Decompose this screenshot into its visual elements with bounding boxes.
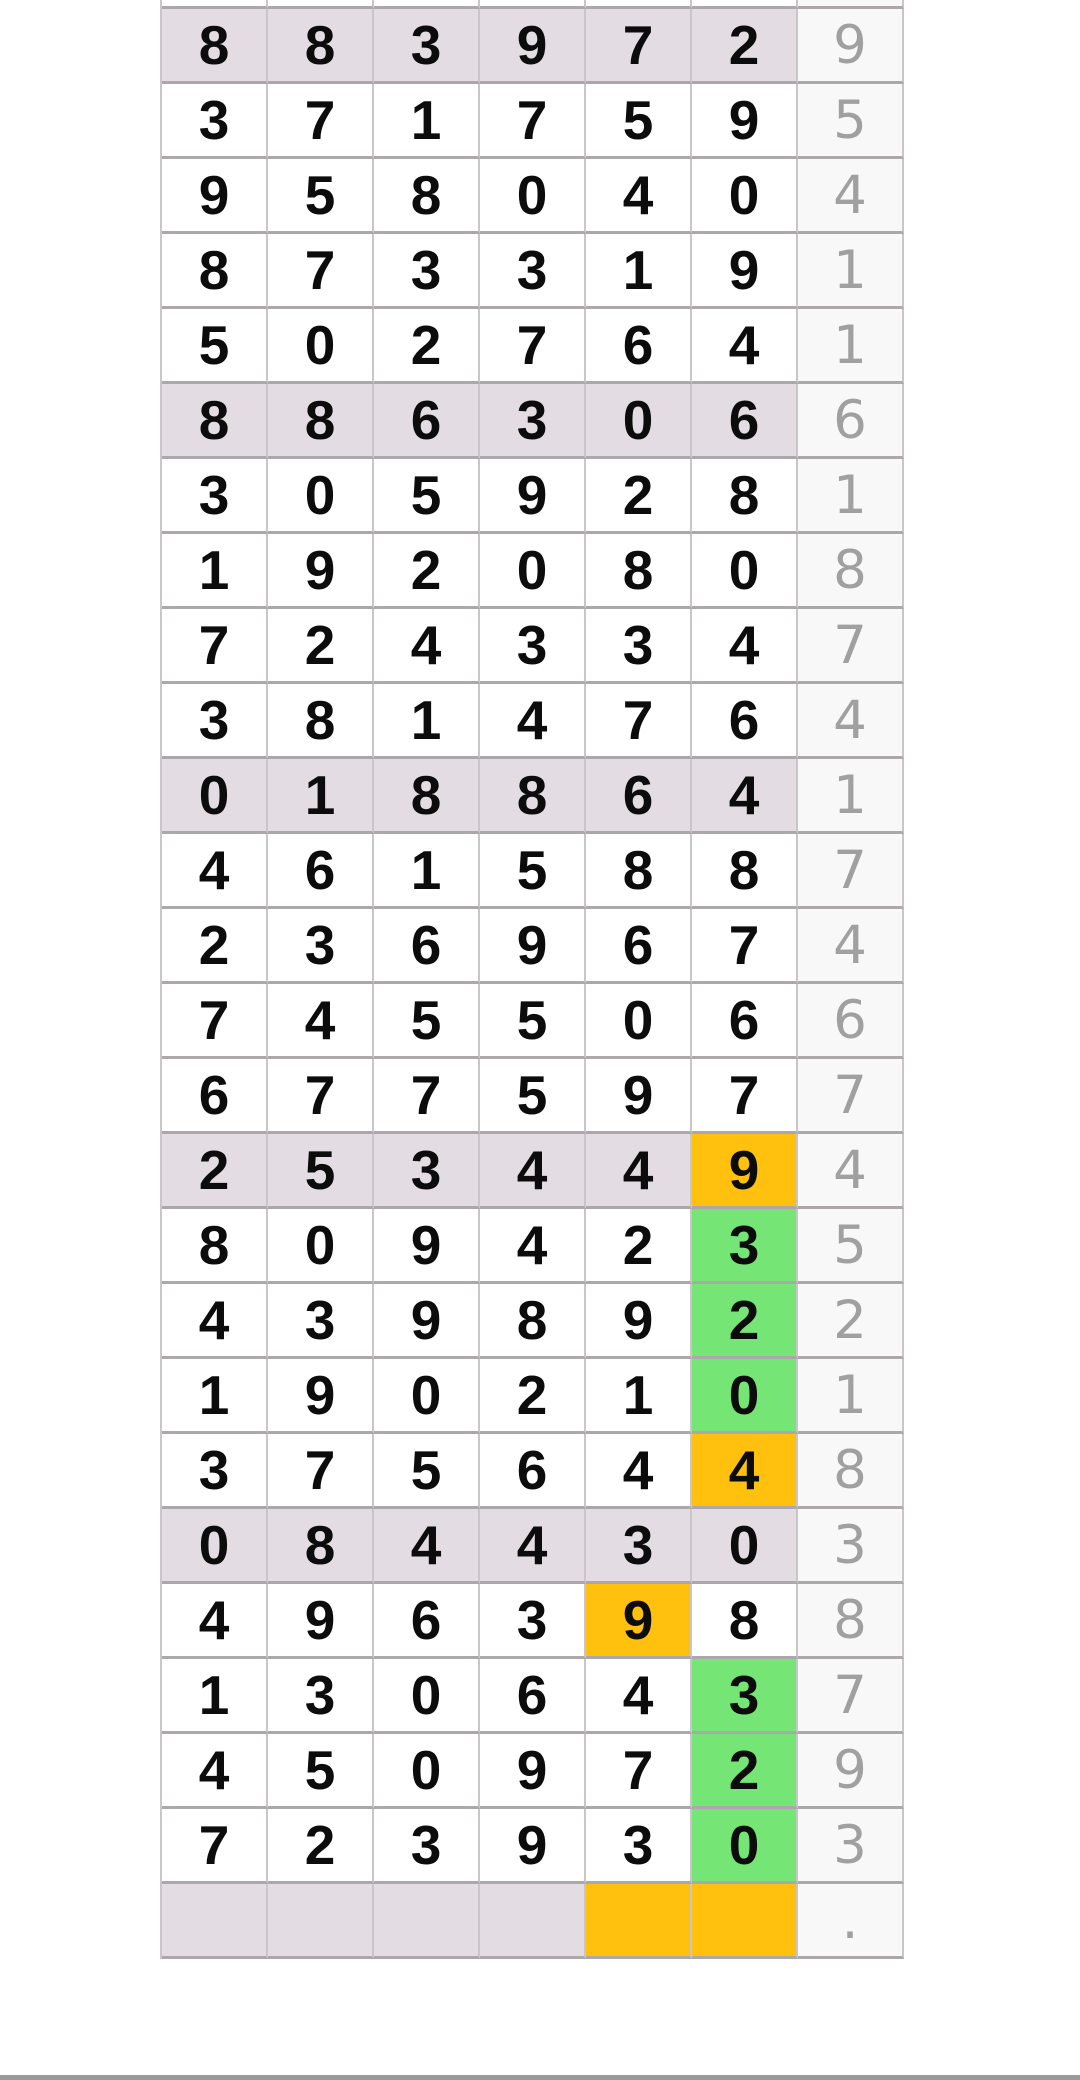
- digit-cell: 0: [162, 759, 268, 834]
- digit-cell: 4: [586, 159, 692, 234]
- digit-cell: 4: [480, 684, 586, 759]
- digit-cell: 2: [586, 1209, 692, 1284]
- digit-cell: 3: [374, 9, 480, 84]
- digit-cell: 8: [268, 684, 374, 759]
- digit-cell: 8: [586, 834, 692, 909]
- digit-cell: 1: [162, 1359, 268, 1434]
- digit-cell: 6: [374, 909, 480, 984]
- grid-row: [162, 84, 904, 159]
- grid-row: [162, 1134, 904, 1209]
- answer-cell: 1: [798, 1359, 904, 1434]
- digit-cell: 2: [374, 309, 480, 384]
- answer-cell: 8: [798, 1584, 904, 1659]
- digit-cell: 7: [692, 1059, 798, 1134]
- digit-cell: 9: [692, 1134, 798, 1209]
- digit-cell: [162, 0, 268, 9]
- digit-cell: 2: [162, 909, 268, 984]
- digit-cell: 9: [586, 1284, 692, 1359]
- digit-cell: 2: [268, 1809, 374, 1884]
- grid-row: [162, 1584, 904, 1659]
- digit-cell: 0: [586, 984, 692, 1059]
- digit-cell: 9: [480, 1734, 586, 1809]
- digit-cell: 4: [692, 1434, 798, 1509]
- digit-cell: 7: [162, 1809, 268, 1884]
- digit-cell: 9: [268, 1584, 374, 1659]
- digit-cell: 9: [692, 84, 798, 159]
- digit-cell: 9: [374, 1284, 480, 1359]
- grid-row: [162, 909, 904, 984]
- digit-cell: 8: [480, 1284, 586, 1359]
- digit-cell: 9: [692, 234, 798, 309]
- digit-cell: 2: [692, 1734, 798, 1809]
- digit-cell: [480, 0, 586, 9]
- digit-cell: 5: [480, 1059, 586, 1134]
- answer-cell: 3: [798, 1809, 904, 1884]
- grid-row: [162, 1659, 904, 1734]
- digit-cell: 5: [586, 84, 692, 159]
- digit-cell: 0: [692, 159, 798, 234]
- digit-cell: 1: [374, 834, 480, 909]
- bottom-separator: [0, 2075, 1080, 2080]
- grid-row: [162, 459, 904, 534]
- grid-row: [162, 759, 904, 834]
- digit-cell: 8: [480, 759, 586, 834]
- digit-cell: 0: [374, 1734, 480, 1809]
- digit-cell: 7: [586, 1734, 692, 1809]
- digit-cell: [692, 1884, 798, 1959]
- digit-cell: 1: [586, 234, 692, 309]
- digit-cell: 8: [268, 384, 374, 459]
- digit-cell: 1: [162, 1659, 268, 1734]
- digit-cell: 3: [480, 384, 586, 459]
- digit-cell: 7: [162, 984, 268, 1059]
- digit-cell: 3: [480, 1584, 586, 1659]
- digit-cell: 8: [162, 384, 268, 459]
- digit-cell: 2: [374, 534, 480, 609]
- digit-cell: 6: [374, 384, 480, 459]
- answer-cell: 8: [798, 534, 904, 609]
- digit-cell: 6: [586, 309, 692, 384]
- grid-row: [162, 1359, 904, 1434]
- digit-cell: [268, 0, 374, 9]
- digit-cell: 6: [268, 834, 374, 909]
- digit-cell: 8: [692, 1584, 798, 1659]
- answer-cell: 4: [798, 1134, 904, 1209]
- digit-cell: 8: [692, 834, 798, 909]
- grid-row: [162, 684, 904, 759]
- answer-cell: [798, 0, 904, 9]
- digit-cell: 8: [268, 1509, 374, 1584]
- digit-cell: 5: [268, 1134, 374, 1209]
- digit-cell: 1: [374, 684, 480, 759]
- digit-cell: 3: [692, 1209, 798, 1284]
- grid-row: [162, 384, 904, 459]
- digit-cell: 1: [374, 84, 480, 159]
- digit-cell: 8: [162, 1209, 268, 1284]
- digit-cell: [480, 1884, 586, 1959]
- digit-cell: 6: [692, 384, 798, 459]
- grid-row: [162, 1809, 904, 1884]
- digit-cell: 3: [374, 1134, 480, 1209]
- digit-cell: 4: [692, 609, 798, 684]
- digit-cell: 3: [268, 909, 374, 984]
- grid-row: [162, 1284, 904, 1359]
- digit-cell: 4: [162, 834, 268, 909]
- digit-cell: 9: [480, 459, 586, 534]
- answer-cell: 7: [798, 834, 904, 909]
- digit-cell: 3: [586, 1509, 692, 1584]
- digit-cell: 7: [480, 84, 586, 159]
- digit-cell: 8: [268, 9, 374, 84]
- digit-cell: 6: [480, 1659, 586, 1734]
- digit-cell: 4: [162, 1284, 268, 1359]
- grid-row: [162, 1884, 904, 1959]
- digit-cell: 9: [480, 9, 586, 84]
- digit-cell: 6: [692, 984, 798, 1059]
- digit-cell: 2: [692, 9, 798, 84]
- grid-row: [162, 1509, 904, 1584]
- digit-cell: 7: [268, 84, 374, 159]
- digit-cell: 7: [480, 309, 586, 384]
- digit-cell: 7: [586, 9, 692, 84]
- digit-cell: 0: [162, 1509, 268, 1584]
- answer-cell: 1: [798, 759, 904, 834]
- digit-cell: 0: [692, 1359, 798, 1434]
- digit-cell: 6: [374, 1584, 480, 1659]
- digit-cell: 0: [268, 309, 374, 384]
- answer-input-cell[interactable]: .: [798, 1884, 904, 1959]
- digit-cell: 4: [374, 1509, 480, 1584]
- digit-cell: 1: [162, 534, 268, 609]
- digit-cell: 0: [692, 534, 798, 609]
- digit-cell: 5: [374, 1434, 480, 1509]
- digit-cell: 4: [162, 1734, 268, 1809]
- digit-cell: 5: [374, 459, 480, 534]
- digit-cell: 0: [480, 159, 586, 234]
- digit-cell: 4: [162, 1584, 268, 1659]
- answer-cell: 9: [798, 9, 904, 84]
- digit-cell: 3: [268, 1284, 374, 1359]
- digit-cell: 6: [586, 909, 692, 984]
- digit-cell: 4: [480, 1209, 586, 1284]
- digit-cell: 8: [162, 9, 268, 84]
- digit-cell: [586, 1884, 692, 1959]
- digit-cell: 3: [374, 234, 480, 309]
- answer-cell: 1: [798, 309, 904, 384]
- digit-cell: 4: [586, 1434, 692, 1509]
- digit-cell: 7: [374, 1059, 480, 1134]
- grid-row: [162, 1734, 904, 1809]
- digit-cell: 8: [374, 759, 480, 834]
- digit-cell: 4: [374, 609, 480, 684]
- digit-cell: 2: [586, 459, 692, 534]
- digit-cell: 7: [162, 609, 268, 684]
- digit-cell: 0: [268, 459, 374, 534]
- digit-cell: 6: [586, 759, 692, 834]
- answer-cell: 4: [798, 909, 904, 984]
- answer-cell: 7: [798, 609, 904, 684]
- digit-cell: 3: [692, 1659, 798, 1734]
- digit-cell: 8: [374, 159, 480, 234]
- grid-row: [162, 9, 904, 84]
- answer-cell: 6: [798, 384, 904, 459]
- grid-row: [162, 1434, 904, 1509]
- digit-cell: 4: [480, 1134, 586, 1209]
- digit-cell: 4: [692, 309, 798, 384]
- digit-cell: 9: [268, 534, 374, 609]
- grid-row: [162, 1209, 904, 1284]
- digit-cell: [692, 0, 798, 9]
- partial-row-top: [162, 0, 904, 9]
- digit-cell: 4: [586, 1659, 692, 1734]
- answer-cell: 8: [798, 1434, 904, 1509]
- digit-cell: 6: [480, 1434, 586, 1509]
- answer-cell: 7: [798, 1659, 904, 1734]
- digit-cell: 2: [268, 609, 374, 684]
- digit-cell: 0: [480, 534, 586, 609]
- answer-cell: 1: [798, 234, 904, 309]
- digit-cell: 4: [268, 984, 374, 1059]
- digit-cell: 7: [268, 1059, 374, 1134]
- digit-cell: 5: [268, 159, 374, 234]
- digit-cell: 0: [374, 1359, 480, 1434]
- digit-cell: 0: [692, 1509, 798, 1584]
- grid-row: [162, 309, 904, 384]
- digit-cell: [586, 0, 692, 9]
- digit-cell: 5: [162, 309, 268, 384]
- digit-cell: 7: [268, 1434, 374, 1509]
- digit-cell: 4: [480, 1509, 586, 1584]
- digit-cell: 3: [586, 1809, 692, 1884]
- digit-cell: 0: [374, 1659, 480, 1734]
- digit-cell: 3: [162, 84, 268, 159]
- digit-cell: 5: [374, 984, 480, 1059]
- answer-cell: 7: [798, 1059, 904, 1134]
- digit-cell: 8: [692, 459, 798, 534]
- digit-cell: 3: [162, 459, 268, 534]
- grid-row: [162, 1059, 904, 1134]
- answer-cell: 4: [798, 159, 904, 234]
- digit-cell: 3: [268, 1659, 374, 1734]
- digit-cell: 3: [480, 609, 586, 684]
- digit-cell: 7: [692, 909, 798, 984]
- digit-cell: 1: [268, 759, 374, 834]
- answer-cell: 5: [798, 1209, 904, 1284]
- digit-cell: 5: [480, 984, 586, 1059]
- answer-cell: 5: [798, 84, 904, 159]
- digit-cell: 8: [586, 534, 692, 609]
- digit-cell: [268, 1884, 374, 1959]
- digit-cell: 2: [162, 1134, 268, 1209]
- grid-row: [162, 834, 904, 909]
- digit-cell: 9: [480, 1809, 586, 1884]
- digit-cell: 3: [374, 1809, 480, 1884]
- digit-cell: 4: [586, 1134, 692, 1209]
- digit-cell: 3: [480, 234, 586, 309]
- grid-row: [162, 234, 904, 309]
- digit-cell: [374, 0, 480, 9]
- digit-cell: 5: [480, 834, 586, 909]
- grid-row: [162, 609, 904, 684]
- digit-cell: 9: [268, 1359, 374, 1434]
- answer-cell: 3: [798, 1509, 904, 1584]
- grid-row: [162, 534, 904, 609]
- digit-cell: 9: [586, 1584, 692, 1659]
- digit-cell: 9: [586, 1059, 692, 1134]
- digit-cell: 8: [162, 234, 268, 309]
- digit-cell: 6: [692, 684, 798, 759]
- grid-row: [162, 159, 904, 234]
- digit-cell: 4: [692, 759, 798, 834]
- answer-cell: 6: [798, 984, 904, 1059]
- digit-cell: 9: [480, 909, 586, 984]
- digit-cell: 5: [268, 1734, 374, 1809]
- digit-cell: 9: [162, 159, 268, 234]
- digit-cell: [162, 1884, 268, 1959]
- digit-cell: 3: [586, 609, 692, 684]
- answer-cell: 4: [798, 684, 904, 759]
- answer-cell: 1: [798, 459, 904, 534]
- digit-cell: 2: [480, 1359, 586, 1434]
- digit-cell: 0: [586, 384, 692, 459]
- digit-cell: 6: [162, 1059, 268, 1134]
- digit-cell: 0: [268, 1209, 374, 1284]
- grid-row: [162, 984, 904, 1059]
- number-grid: [160, 0, 904, 1959]
- digit-cell: 1: [586, 1359, 692, 1434]
- answer-cell: 2: [798, 1284, 904, 1359]
- digit-cell: 3: [162, 684, 268, 759]
- answer-cell: 9: [798, 1734, 904, 1809]
- digit-cell: 3: [162, 1434, 268, 1509]
- digit-cell: 7: [586, 684, 692, 759]
- digit-cell: 2: [692, 1284, 798, 1359]
- digit-cell: 0: [692, 1809, 798, 1884]
- digit-cell: 7: [268, 234, 374, 309]
- digit-cell: 9: [374, 1209, 480, 1284]
- digit-cell: [374, 1884, 480, 1959]
